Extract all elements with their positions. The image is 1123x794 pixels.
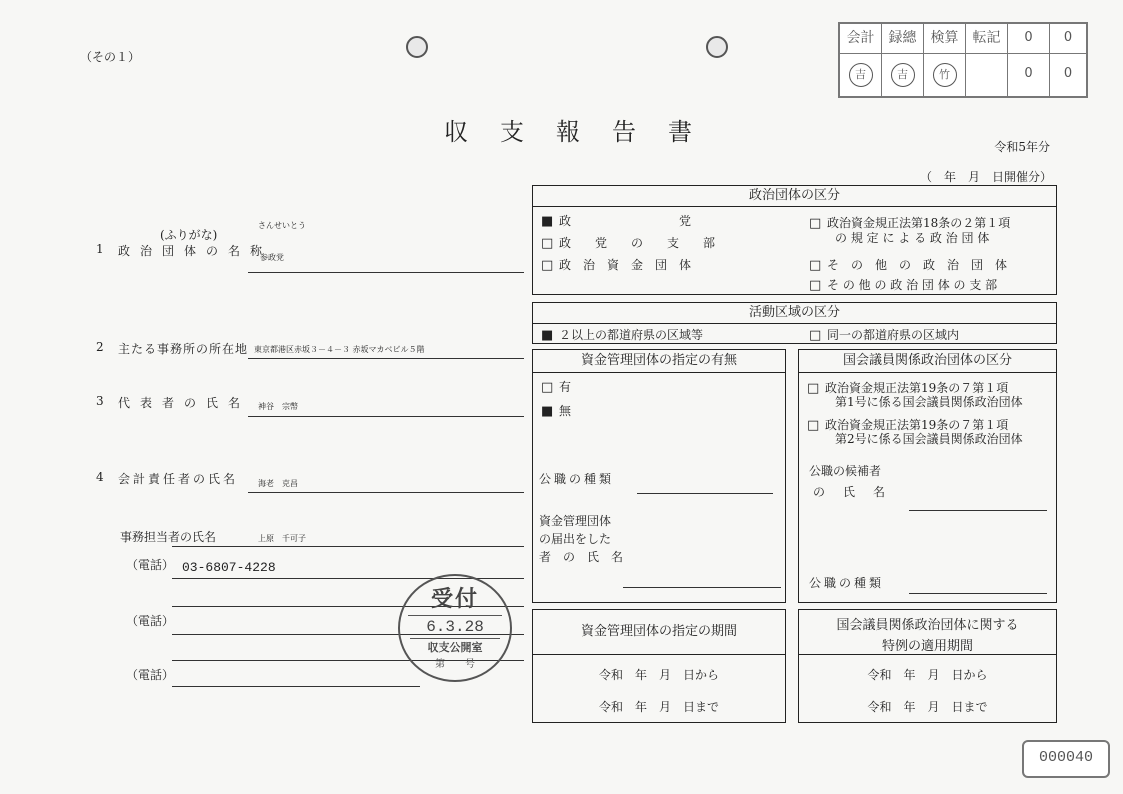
meeting-date: （ 年 月 日開催分）: [919, 170, 1052, 184]
phone-value: 03-6807-4228: [182, 560, 276, 575]
checkbox-fund-no-checked: ■: [541, 404, 554, 419]
approval-value-bottom-1: 0: [1008, 54, 1050, 96]
checkbox-diet-no2: □: [807, 418, 820, 433]
approval-header-record: 録總: [882, 24, 924, 54]
org-type-option-art18-cont: の 規 定 に よ る 政 治 団 体: [835, 231, 990, 245]
org-name-line: [248, 272, 524, 273]
report-year: 令和5年分: [994, 140, 1050, 154]
approval-seal-2: 吉: [891, 63, 915, 87]
diet-period-from: 令和 年 月 日から: [867, 668, 988, 682]
receipt-stamp-date: 6.3.28: [408, 615, 502, 636]
candidate-line: [909, 510, 1047, 511]
approval-header-accounting: 会計: [840, 24, 882, 54]
receipt-stamp-title: 受付: [430, 587, 479, 612]
org-type-box: [532, 185, 1057, 295]
field-2-label: 主たる事務所の所在地: [118, 342, 249, 356]
activity-area-box: [532, 302, 1057, 344]
field-4-label: 会計責任者の氏名: [118, 472, 239, 486]
diet-option-2: □ 政治資金規正法第19条の７第１項: [807, 418, 1009, 433]
fund-post-label: 公職の種類: [539, 472, 615, 486]
page-number: （その１）: [80, 50, 141, 64]
approval-value-top-1: 0: [1008, 24, 1050, 54]
org-type-option-other-branch: □ そ の 他 の 政 治 団 体 の 支 部: [809, 278, 998, 293]
phone-label-3: （電話）: [126, 668, 175, 682]
phone-line-3: [172, 686, 420, 687]
org-type-option-branch: □ 政 党 の 支 部: [541, 236, 716, 251]
diet-period-header: [799, 610, 1056, 655]
furigana-value: さんせいとう: [258, 221, 306, 230]
checkbox-multi-prefecture-checked: ■: [541, 328, 554, 343]
activity-option-single: □ 同一の都道府県の区域内: [809, 328, 960, 343]
diet-option-1: □ 政治資金規正法第19条の７第１項: [807, 381, 1009, 396]
office-address-value: 東京都港区赤坂３－４－３ 赤坂マカベビル５階: [254, 345, 425, 354]
checkbox-other-branch: □: [809, 278, 822, 293]
diet-org-box: [798, 349, 1057, 603]
diet-period-header-line-1: 国会議員関係政治団体に関する: [836, 618, 1019, 633]
checkbox-fund-yes: □: [541, 380, 554, 395]
checkbox-single-prefecture: □: [809, 328, 822, 343]
org-type-option-other: □ そ の 他 の 政 治 団 体: [809, 258, 1008, 273]
receipt-stamp: [398, 574, 512, 682]
fund-post-line: [637, 493, 773, 494]
candidate-label-2: の 氏 名: [813, 485, 889, 499]
representative-line: [248, 416, 524, 417]
punch-hole-right: [706, 36, 728, 58]
fund-mgmt-box: [532, 349, 786, 603]
approval-empty-cell: [966, 54, 1008, 96]
notifier-label-1: 資金管理団体: [539, 514, 612, 528]
diet-option-2-cont: 第2号に係る国会議員関係政治団体: [835, 432, 1023, 446]
accountant-line: [248, 492, 524, 493]
org-type-option-fund: □ 政 治 資 金 団 体: [541, 258, 692, 273]
diet-option-1-cont: 第1号に係る国会議員関係政治団体: [835, 395, 1023, 409]
checkbox-other-org: □: [809, 258, 822, 273]
accountant-value: 海老 克昌: [258, 479, 298, 488]
diet-period-to: 令和 年 月 日まで: [867, 700, 988, 714]
approval-seal-3: 竹: [933, 63, 957, 87]
diet-period-header-line-2: 特例の適用期間: [881, 639, 973, 654]
approval-header-check: 検算: [924, 24, 966, 54]
field-1-label: 政治団体の名称: [118, 244, 273, 258]
staff-line: [172, 546, 524, 547]
fund-period-from: 令和 年 月 日から: [598, 668, 719, 682]
approval-value-bottom-2: 0: [1063, 66, 1073, 81]
phone-label-1: （電話）: [126, 558, 175, 572]
field-3-number: 3: [96, 394, 104, 408]
page-stamp: 000040: [1022, 740, 1110, 778]
field-4-number: 4: [96, 470, 104, 484]
representative-value: 神谷 宗幣: [258, 402, 298, 411]
fund-mgmt-header: 資金管理団体の指定の有無: [533, 350, 785, 373]
candidate-label-1: 公職の候補者: [809, 464, 882, 478]
org-name-value: 参政党: [260, 253, 284, 262]
diet-period-box: [798, 609, 1057, 723]
activity-option-multi: ■ ２以上の都道府県の区域等: [541, 328, 704, 343]
checkbox-diet-no1: □: [807, 381, 820, 396]
punch-hole-left: [406, 36, 428, 58]
staff-value: 上原 千可子: [258, 534, 306, 543]
checkbox-branch: □: [541, 236, 554, 251]
approval-stamp-box: [838, 22, 1088, 98]
fund-period-header: 資金管理団体の指定の期間: [533, 610, 785, 655]
office-address-line: [248, 358, 524, 359]
furigana-label: (ふりがな): [160, 228, 218, 242]
report-title: 収 支 報 告 書: [444, 118, 696, 146]
approval-seal-1: 吉: [849, 63, 873, 87]
fund-period-box: [532, 609, 786, 723]
field-2-number: 2: [96, 340, 104, 354]
org-type-option-art18: □ 政治資金規正法第18条の２第１項: [809, 216, 1011, 231]
receipt-stamp-office: 収支公開室: [410, 638, 500, 655]
fund-mgmt-option-no: ■ 無: [541, 404, 572, 419]
checkbox-art18: □: [809, 216, 822, 231]
notifier-label-2: の届出をした: [539, 532, 612, 546]
notifier-line: [623, 587, 781, 588]
checkbox-fund-org: □: [541, 258, 554, 273]
approval-value-top-2: 0: [1050, 24, 1086, 54]
fund-mgmt-option-yes: □ 有: [541, 380, 572, 395]
field-3-label: 代表者の氏名: [118, 396, 251, 410]
staff-label: 事務担当者の氏名: [120, 530, 217, 544]
org-type-option-party: ■ 政 党: [541, 214, 692, 229]
activity-area-header: 活動区域の区分: [533, 303, 1056, 324]
diet-post-line: [909, 593, 1047, 594]
diet-org-header: 国会議員関係政治団体の区分: [799, 350, 1056, 373]
diet-post-label: 公職の種類: [809, 576, 885, 590]
approval-header-transfer: 転記: [966, 24, 1008, 54]
phone-label-2: （電話）: [126, 614, 175, 628]
checkbox-party-checked: ■: [541, 214, 554, 229]
receipt-stamp-number: 第 号: [435, 659, 475, 670]
org-type-header: 政治団体の区分: [533, 186, 1056, 207]
notifier-label-3: 者 の 氏 名: [539, 550, 624, 564]
field-1-number: 1: [96, 242, 104, 256]
fund-period-to: 令和 年 月 日まで: [598, 700, 719, 714]
